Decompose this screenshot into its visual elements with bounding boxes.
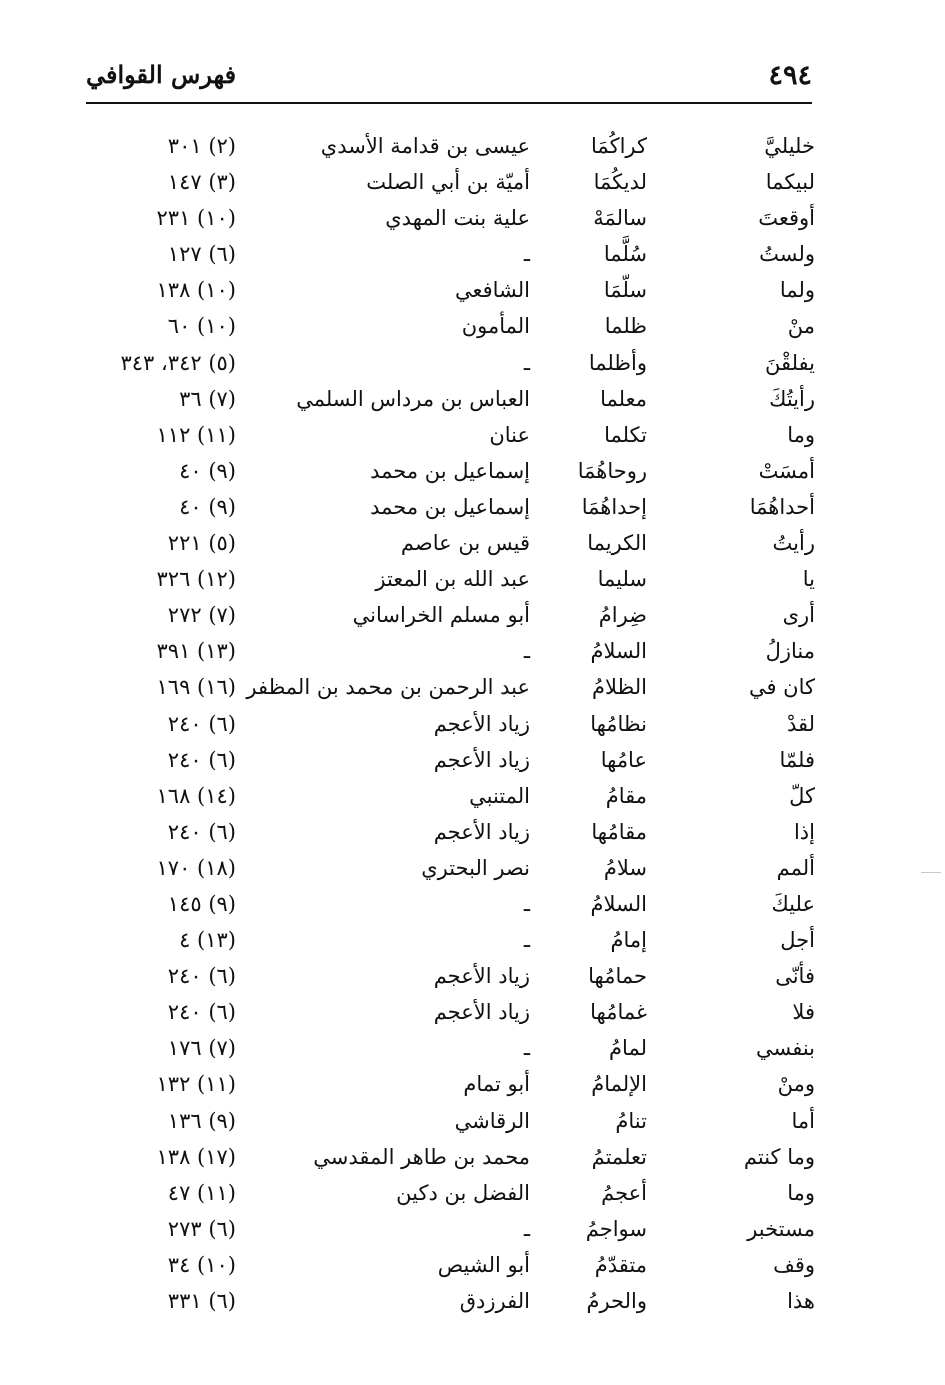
opening-word: أوقعتَ bbox=[758, 206, 815, 231]
verse-reference: (٦) ٢٤٠ bbox=[167, 964, 236, 989]
table-row bbox=[0, 994, 945, 1030]
opening-word: وقف bbox=[773, 1252, 815, 1277]
opening-word: رأيتُكَ bbox=[769, 386, 815, 411]
verse-reference: (٥) ٢٢١ bbox=[167, 531, 236, 556]
table-row bbox=[0, 706, 945, 742]
rhyme-word: نظامُها bbox=[590, 711, 647, 736]
rhyme-word: ضِرامُ bbox=[598, 603, 647, 628]
page-number: ٤٩٤ bbox=[768, 60, 812, 91]
poet-name: عبد الله بن المعتز bbox=[375, 567, 530, 592]
table-row bbox=[0, 164, 945, 200]
rhyme-index-table bbox=[0, 128, 945, 1319]
opening-word: منْ bbox=[787, 314, 815, 339]
rhyme-word: تعلمتمُ bbox=[591, 1144, 647, 1169]
table-row bbox=[0, 417, 945, 453]
verse-reference: (٥) ٣٤٢، ٣٤٣ bbox=[120, 350, 236, 375]
verse-reference: (٦) ٢٧٣ bbox=[167, 1216, 236, 1241]
opening-word: ومنْ bbox=[777, 1072, 815, 1097]
table-row bbox=[0, 525, 945, 561]
poet-name: زياد الأعجم bbox=[433, 747, 530, 772]
verse-reference: (٩) ١٣٦ bbox=[167, 1108, 236, 1133]
rhyme-word: لديكُمَا bbox=[593, 170, 647, 195]
verse-reference: (٩) ٤٠ bbox=[179, 458, 236, 483]
verse-reference: (١٣) ٤ bbox=[179, 928, 236, 953]
rhyme-word: السلامُ bbox=[590, 891, 647, 916]
table-row bbox=[0, 742, 945, 778]
opening-word: لبيكما bbox=[765, 170, 815, 195]
poet-name: عيسى بن قدامة الأسدي bbox=[320, 134, 530, 158]
rhyme-word: الكريما bbox=[587, 531, 647, 556]
rhyme-word: متقدّمُ bbox=[594, 1252, 647, 1277]
rhyme-word: لمامُ bbox=[609, 1036, 647, 1061]
opening-word: أما bbox=[791, 1108, 815, 1133]
verse-reference: (١٢) ٣٢٦ bbox=[156, 567, 236, 592]
verse-reference: (٦) ٢٤٠ bbox=[167, 1000, 236, 1025]
verse-reference: (١١) ٤٧ bbox=[167, 1180, 236, 1205]
verse-reference: (١٨) ١٧٠ bbox=[156, 855, 236, 880]
rhyme-word: كراكُمَا bbox=[591, 134, 647, 158]
poet-name: إسماعيل بن محمد bbox=[370, 494, 530, 519]
verse-reference: (٧) ٣٦ bbox=[179, 386, 236, 411]
verse-reference: (١٤) ١٦٨ bbox=[156, 783, 236, 808]
rhyme-word: حمامُها bbox=[588, 964, 647, 989]
rhyme-word: سواجمُ bbox=[585, 1216, 647, 1241]
opening-word: إذا bbox=[793, 819, 815, 844]
opening-word: فلا bbox=[792, 1000, 815, 1025]
opening-word: فلمّا bbox=[779, 747, 815, 772]
verse-reference: (٦) ٢٤٠ bbox=[167, 819, 236, 844]
rhyme-word: تكلما bbox=[604, 422, 647, 447]
table-row bbox=[0, 814, 945, 850]
rhyme-word: سُلَّما bbox=[603, 242, 647, 267]
table-row bbox=[0, 128, 945, 164]
verse-reference: (٣) ١٤٧ bbox=[167, 170, 236, 195]
poet-name: محمد بن طاهر المقدسي bbox=[313, 1144, 530, 1169]
rhyme-word: سليما bbox=[597, 567, 647, 592]
verse-reference: (١٠) ١٣٨ bbox=[156, 278, 236, 303]
opening-word: وما bbox=[787, 1180, 815, 1205]
poet-name: نصر البحتري bbox=[421, 855, 530, 880]
opening-word: وما bbox=[787, 422, 815, 447]
verse-reference: (١٠) ٣٤ bbox=[167, 1252, 236, 1277]
rhyme-word: مقامُها bbox=[591, 819, 647, 844]
poet-name: عنان bbox=[489, 422, 530, 447]
rhyme-word: ظلما bbox=[604, 314, 647, 339]
opening-word: أرى bbox=[782, 603, 815, 628]
poet-name: ـ bbox=[523, 1036, 530, 1061]
poet-name: ـ bbox=[523, 928, 530, 953]
page-header bbox=[86, 58, 812, 98]
table-row bbox=[0, 633, 945, 669]
poet-name: إسماعيل بن محمد bbox=[370, 458, 530, 483]
verse-reference: (١٦) ١٦٩ bbox=[156, 675, 236, 700]
poet-name: علية بنت المهدي bbox=[385, 206, 530, 231]
poet-name: العباس بن مرداس السلمي bbox=[296, 386, 530, 411]
rhyme-word: والحرمُ bbox=[586, 1289, 647, 1313]
verse-reference: (٢) ٣٠١ bbox=[167, 134, 236, 158]
poet-name: أبو مسلم الخراساني bbox=[352, 603, 530, 628]
poet-name: عبد الرحمن بن محمد بن المظفر bbox=[246, 675, 530, 700]
opening-word: ألمم bbox=[776, 855, 815, 880]
rhyme-word: وأظلما bbox=[588, 350, 647, 375]
opening-word: خليليَّ bbox=[764, 134, 815, 158]
verse-reference: (١٠) ٦٠ bbox=[167, 314, 236, 339]
poet-name: قيس بن عاصم bbox=[400, 531, 530, 556]
opening-word: أمسَتْ bbox=[758, 458, 815, 483]
rhyme-word: السلامُ bbox=[590, 639, 647, 664]
verse-reference: (١١) ١١٢ bbox=[156, 422, 236, 447]
table-row bbox=[0, 308, 945, 344]
table-row bbox=[0, 1066, 945, 1102]
poet-name: المأمون bbox=[461, 314, 530, 339]
table-row bbox=[0, 1103, 945, 1139]
verse-reference: (١٠) ٢٣١ bbox=[156, 206, 236, 231]
opening-word: أحداهُمَا bbox=[749, 494, 815, 519]
poet-name: أميّة بن أبي الصلت bbox=[366, 170, 530, 195]
table-row bbox=[0, 1030, 945, 1066]
rhyme-word: إحداهُمَا bbox=[581, 494, 647, 519]
poet-name: ـ bbox=[523, 242, 530, 267]
verse-reference: (١١) ١٣٢ bbox=[156, 1072, 236, 1097]
table-row bbox=[0, 1211, 945, 1247]
poet-name: المتنبي bbox=[469, 783, 530, 808]
verse-reference: (٧) ٢٧٢ bbox=[167, 603, 236, 628]
rhyme-word: الإلمامُ bbox=[591, 1072, 647, 1097]
verse-reference: (٦) ١٢٧ bbox=[167, 242, 236, 267]
table-row bbox=[0, 236, 945, 272]
opening-word: ولما bbox=[779, 278, 815, 303]
table-row bbox=[0, 1139, 945, 1175]
rhyme-word: معلما bbox=[600, 386, 647, 411]
poet-name: ـ bbox=[523, 1216, 530, 1241]
table-row bbox=[0, 272, 945, 308]
verse-reference: (٦) ٢٤٠ bbox=[167, 711, 236, 736]
poet-name: الفضل بن دكين bbox=[396, 1180, 530, 1205]
table-row bbox=[0, 778, 945, 814]
table-row bbox=[0, 669, 945, 705]
poet-name: الفرزدق bbox=[459, 1289, 530, 1313]
verse-reference: (١٧) ١٣٨ bbox=[156, 1144, 236, 1169]
verse-reference: (٧) ١٧٦ bbox=[167, 1036, 236, 1061]
verse-reference: (١٣) ٣٩١ bbox=[156, 639, 236, 664]
running-title: فهرس القوافي bbox=[86, 60, 237, 89]
opening-word: يفلقْنَ bbox=[764, 350, 815, 375]
table-row bbox=[0, 1175, 945, 1211]
verse-reference: (٦) ٣٣١ bbox=[167, 1289, 236, 1313]
opening-word: وما كنتم bbox=[743, 1144, 815, 1169]
poet-name: ـ bbox=[523, 891, 530, 916]
table-row bbox=[0, 1247, 945, 1283]
poet-name: أبو تمام bbox=[463, 1072, 530, 1097]
poet-name: الشافعي bbox=[454, 278, 530, 303]
rhyme-word: إمامُ bbox=[610, 928, 647, 953]
opening-word: رأيتُ bbox=[772, 531, 815, 556]
table-row bbox=[0, 345, 945, 381]
opening-word: يا bbox=[802, 567, 815, 592]
rhyme-word: تنامُ bbox=[615, 1108, 647, 1133]
opening-word: كلّ bbox=[789, 783, 815, 808]
table-row bbox=[0, 489, 945, 525]
poet-name: زياد الأعجم bbox=[433, 819, 530, 844]
table-row bbox=[0, 850, 945, 886]
rhyme-word: سالمَهْ bbox=[593, 206, 647, 231]
opening-word: منازلُ bbox=[765, 639, 815, 664]
poet-name: ـ bbox=[523, 350, 530, 375]
opening-word: كان في bbox=[748, 675, 815, 700]
opening-word: أجل bbox=[780, 928, 815, 953]
table-row bbox=[0, 597, 945, 633]
poet-name: أبو الشيص bbox=[437, 1252, 530, 1277]
rhyme-word: روحاهُمَا bbox=[577, 458, 647, 483]
table-row bbox=[0, 958, 945, 994]
rhyme-word: مقامُ bbox=[605, 783, 647, 808]
rhyme-word: عامُها bbox=[600, 747, 647, 772]
opening-word: هذا bbox=[787, 1289, 815, 1313]
table-row bbox=[0, 922, 945, 958]
rhyme-word: غمامُها bbox=[590, 1000, 647, 1025]
opening-word: عليكَ bbox=[771, 891, 815, 916]
margin-mark bbox=[921, 872, 941, 873]
opening-word: فأنّى bbox=[775, 964, 815, 989]
rhyme-word: سلامُ bbox=[603, 855, 647, 880]
poet-name: ـ bbox=[523, 639, 530, 664]
header-rule bbox=[86, 102, 812, 104]
poet-name: الرقاشي bbox=[454, 1108, 530, 1133]
opening-word: بنفسي bbox=[755, 1036, 815, 1061]
rhyme-word: سلّمَا bbox=[603, 278, 647, 303]
verse-reference: (٦) ٢٤٠ bbox=[167, 747, 236, 772]
poet-name: زياد الأعجم bbox=[433, 964, 530, 989]
poet-name: زياد الأعجم bbox=[433, 711, 530, 736]
rhyme-word: الظلامُ bbox=[592, 675, 647, 700]
poet-name: زياد الأعجم bbox=[433, 1000, 530, 1025]
table-row bbox=[0, 561, 945, 597]
opening-word: لقدْ bbox=[786, 711, 815, 736]
table-row bbox=[0, 1283, 945, 1319]
verse-reference: (٩) ٤٠ bbox=[179, 494, 236, 519]
opening-word: ولستُ bbox=[759, 242, 815, 267]
table-row bbox=[0, 200, 945, 236]
table-row bbox=[0, 381, 945, 417]
rhyme-word: أعجمُ bbox=[601, 1180, 647, 1205]
table-row bbox=[0, 886, 945, 922]
table-row bbox=[0, 453, 945, 489]
verse-reference: (٩) ١٤٥ bbox=[167, 891, 236, 916]
opening-word: مستخبر bbox=[747, 1216, 815, 1241]
